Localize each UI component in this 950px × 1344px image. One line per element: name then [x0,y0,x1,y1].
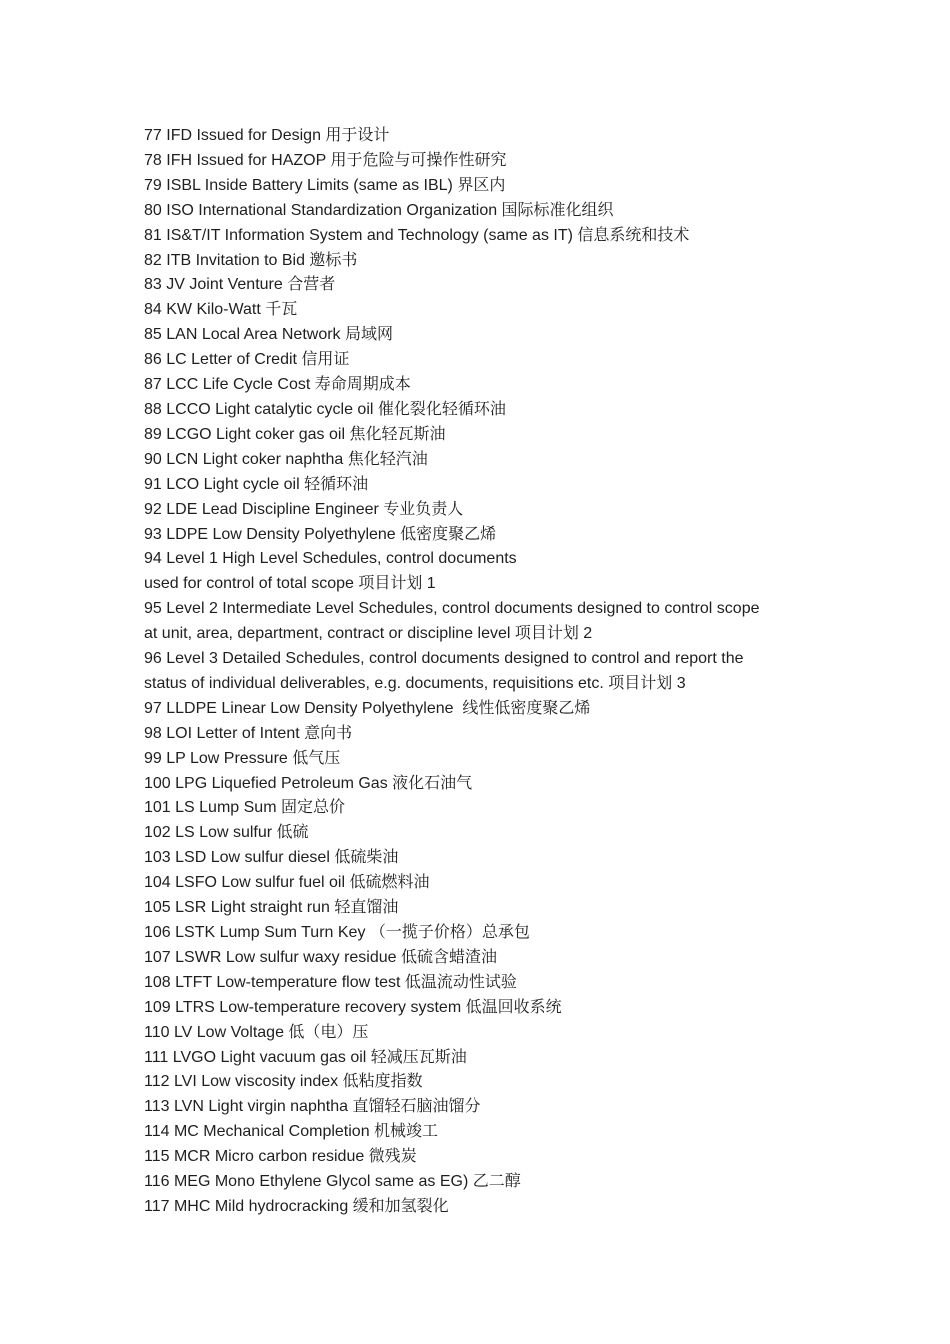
glossary-line: 103 LSD Low sulfur diesel 低硫柴油 [144,849,399,867]
glossary-line: 89 LCGO Light coker gas oil 焦化轻瓦斯油 [144,425,446,443]
glossary-line: 100 LPG Liquefied Petroleum Gas 液化石油气 [144,774,473,792]
glossary-line: 109 LTRS Low-temperature recovery system 低温回收系统 [144,998,562,1016]
glossary-line: at unit, area, department, contract or discipline level 项目计划 2 [144,625,593,643]
glossary-line: 92 LDE Lead Discipline Engineer 专业负责人 [144,500,464,518]
glossary-line: 94 Level 1 High Level Schedules, control documents [144,550,517,568]
glossary-line: 86 LC Letter of Credit 信用证 [144,351,350,369]
glossary-line: 87 LCC Life Cycle Cost 寿命周期成本 [144,376,411,394]
glossary-line: 95 Level 2 Intermediate Level Schedules, control documents designed to control scope [144,600,760,618]
glossary-line: 81 IS&T/IT Information System and Technology (same as IT) 信息系统和技术 [144,226,690,244]
glossary-line: 101 LS Lump Sum 固定总价 [144,799,345,817]
glossary-line: 80 ISO International Standardization Organization 国际标准化组织 [144,201,614,219]
glossary-line: 102 LS Low sulfur 低硫 [144,824,309,842]
glossary-line: 106 LSTK Lump Sum Turn Key （一揽子价格）总承包 [144,924,530,941]
glossary-line: 116 MEG Mono Ethylene Glycol same as EG) 乙二醇 [144,1173,521,1191]
glossary-line: 114 MC Mechanical Completion 机械竣工 [144,1123,439,1141]
glossary-line: 113 LVN Light virgin naphtha 直馏轻石脑油馏分 [144,1098,481,1116]
glossary-list [144,124,824,1220]
glossary-line: 98 LOI Letter of Intent 意向书 [144,724,353,742]
glossary-line: 112 LVI Low viscosity index 低粘度指数 [144,1073,423,1091]
glossary-line: 77 IFD Issued for Design 用于设计 [144,127,390,144]
glossary-line: 96 Level 3 Detailed Schedules, control documents designed to control and report the [144,650,744,668]
glossary-line: 88 LCCO Light catalytic cycle oil 催化裂化轻循环油 [144,400,506,418]
glossary-line: 111 LVGO Light vacuum gas oil 轻减压瓦斯油 [144,1048,467,1066]
glossary-line: 84 KW Kilo-Watt 千瓦 [144,301,298,319]
glossary-line: 79 ISBL Inside Battery Limits (same as IBL) 界区内 [144,176,506,194]
glossary-line: 93 LDPE Low Density Polyethylene 低密度聚乙烯 [144,525,497,543]
glossary-line: used for control of total scope 项目计划 1 [144,575,436,593]
glossary-line: 85 LAN Local Area Network 局域网 [144,326,393,344]
glossary-line: 91 LCO Light cycle oil 轻循环油 [144,475,369,493]
glossary-line: 110 LV Low Voltage 低（电）压 [144,1023,369,1041]
glossary-line: 117 MHC Mild hydrocracking 缓和加氢裂化 [144,1197,449,1215]
glossary-line: 90 LCN Light coker naphtha 焦化轻汽油 [144,450,428,468]
glossary-line: 83 JV Joint Venture 合营者 [144,276,336,294]
glossary-line: 108 LTFT Low-temperature flow test 低温流动性试验 [144,973,517,991]
glossary-line: 97 LLDPE Linear Low Density Polyethylene 线性低密度聚乙烯 [144,699,591,717]
glossary-line: 82 ITB Invitation to Bid 邀标书 [144,251,358,269]
glossary-line: 107 LSWR Low sulfur waxy residue 低硫含蜡渣油 [144,948,498,966]
glossary-line: 115 MCR Micro carbon residue 微残炭 [144,1148,417,1166]
glossary-line: 105 LSR Light straight run 轻直馏油 [144,899,399,917]
glossary-line: 78 IFH Issued for HAZOP 用于危险与可操作性研究 [144,151,507,169]
glossary-line: 104 LSFO Low sulfur fuel oil 低硫燃料油 [144,874,430,892]
glossary-line: 99 LP Low Pressure 低气压 [144,749,341,767]
glossary-line: status of individual deliverables, e.g. documents, requisitions etc. 项目计划 3 [144,674,686,692]
